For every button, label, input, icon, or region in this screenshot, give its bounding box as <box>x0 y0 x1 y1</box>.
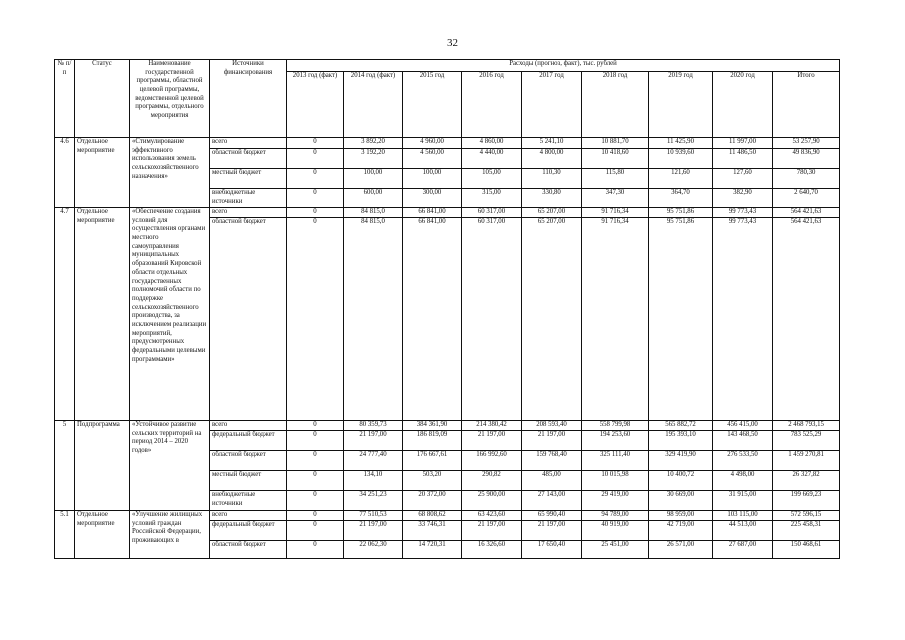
row-value: 0 <box>287 511 344 521</box>
budget-table <box>54 59 840 559</box>
row-value: 25 900,00 <box>462 491 522 511</box>
row-value: 347,30 <box>582 189 649 208</box>
table-row <box>55 208 840 218</box>
row-source: всего <box>210 138 287 149</box>
row-value: 14 720,31 <box>403 541 462 559</box>
row-source: внебюджетные источники <box>210 491 287 511</box>
row-value: 100,00 <box>403 169 462 189</box>
row-value: 330,80 <box>522 189 582 208</box>
row-source: местный бюджет <box>210 169 287 189</box>
row-value: 91 716,34 <box>582 208 649 218</box>
row-value: 0 <box>287 149 344 169</box>
header-year: 2014 год (факт) <box>344 72 403 138</box>
row-value: 0 <box>287 189 344 208</box>
table-row <box>55 421 840 431</box>
row-value: 565 882,72 <box>649 421 713 431</box>
row-value: 325 111,40 <box>582 451 649 471</box>
row-name: «Устойчивое развитие сельских территорий на период 2014 – 2020 годов» <box>130 421 210 511</box>
row-value: 94 789,00 <box>582 511 649 521</box>
row-value: 558 799,98 <box>582 421 649 431</box>
row-value: 21 197,00 <box>522 521 582 541</box>
row-value: 68 808,62 <box>403 511 462 521</box>
row-value: 24 777,40 <box>344 451 403 471</box>
row-total: 780,30 <box>773 169 840 189</box>
row-value: 10 881,70 <box>582 138 649 149</box>
row-value: 186 819,09 <box>403 431 462 451</box>
row-value: 290,82 <box>462 471 522 491</box>
row-value: 382,90 <box>713 189 773 208</box>
row-value: 4 560,00 <box>403 149 462 169</box>
row-value: 16 326,60 <box>462 541 522 559</box>
row-value: 44 513,00 <box>713 521 773 541</box>
row-value: 26 571,00 <box>649 541 713 559</box>
header-number: № п/п <box>55 60 75 138</box>
row-value: 27 687,00 <box>713 541 773 559</box>
row-source: федеральный бюджет <box>210 431 287 451</box>
table-header <box>55 60 840 138</box>
row-value: 34 251,23 <box>344 491 403 511</box>
row-number: 5.1 <box>55 511 75 559</box>
row-value: 99 773,43 <box>713 218 773 421</box>
row-source: областной бюджет <box>210 149 287 169</box>
row-name: «Обеспечение создания условий для осуществления органами местного самоуправления муниципальных образований Кировской области отдельных государственных полномочий области по поддержке сельскохозяйственного производства, за исключением реализации мероприятий, предусмотренных федеральными целевыми программами» <box>130 208 210 421</box>
header-year: 2017 год <box>522 72 582 138</box>
row-name: «Стимулирование эффективного использования земель сельскохозяйственного назначения» <box>130 138 210 208</box>
row-value: 194 253,60 <box>582 431 649 451</box>
row-total: 26 327,82 <box>773 471 840 491</box>
row-value: 84 815,0 <box>344 208 403 218</box>
table-body <box>55 138 840 559</box>
row-value: 10 939,60 <box>649 149 713 169</box>
row-value: 4 440,00 <box>462 149 522 169</box>
row-value: 134,10 <box>344 471 403 491</box>
row-value: 105,00 <box>462 169 522 189</box>
row-value: 3 892,20 <box>344 138 403 149</box>
row-source: областной бюджет <box>210 451 287 471</box>
row-value: 21 197,00 <box>344 431 403 451</box>
header-year: 2015 год <box>403 72 462 138</box>
row-value: 10 418,60 <box>582 149 649 169</box>
header-year: 2018 год <box>582 72 649 138</box>
row-value: 329 419,90 <box>649 451 713 471</box>
row-value: 384 361,90 <box>403 421 462 431</box>
row-status: Отдельное мероприятие <box>75 208 130 421</box>
row-total: 150 468,61 <box>773 541 840 559</box>
row-value: 127,60 <box>713 169 773 189</box>
row-value: 42 719,00 <box>649 521 713 541</box>
row-value: 4 860,00 <box>462 138 522 149</box>
row-total: 564 421,63 <box>773 208 840 218</box>
row-value: 503,20 <box>403 471 462 491</box>
row-value: 214 380,42 <box>462 421 522 431</box>
row-value: 22 062,30 <box>344 541 403 559</box>
row-value: 485,00 <box>522 471 582 491</box>
header-expenses: Расходы (прогноз, факт), тыс. рублей <box>287 60 840 72</box>
row-value: 166 992,60 <box>462 451 522 471</box>
row-value: 95 751,86 <box>649 208 713 218</box>
header-year: 2013 год (факт) <box>287 72 344 138</box>
row-value: 0 <box>287 451 344 471</box>
row-value: 0 <box>287 421 344 431</box>
row-value: 195 393,10 <box>649 431 713 451</box>
row-number: 4.7 <box>55 208 75 421</box>
row-value: 0 <box>287 541 344 559</box>
row-total: 783 525,29 <box>773 431 840 451</box>
row-value: 20 372,00 <box>403 491 462 511</box>
row-value: 40 919,00 <box>582 521 649 541</box>
row-value: 121,60 <box>649 169 713 189</box>
row-value: 65 207,00 <box>522 218 582 421</box>
row-value: 21 197,00 <box>462 521 522 541</box>
row-value: 0 <box>287 138 344 149</box>
row-source: всего <box>210 511 287 521</box>
row-value: 66 841,00 <box>403 218 462 421</box>
row-value: 11 997,00 <box>713 138 773 149</box>
row-value: 98 959,00 <box>649 511 713 521</box>
row-value: 95 751,86 <box>649 218 713 421</box>
row-total: 2 468 793,15 <box>773 421 840 431</box>
row-total: 564 421,63 <box>773 218 840 421</box>
row-value: 65 207,00 <box>522 208 582 218</box>
row-value: 27 143,00 <box>522 491 582 511</box>
row-source: внебюджетные источники <box>210 189 287 208</box>
row-value: 208 593,40 <box>522 421 582 431</box>
header-year: 2019 год <box>649 72 713 138</box>
row-source: всего <box>210 208 287 218</box>
row-value: 0 <box>287 521 344 541</box>
row-value: 33 746,31 <box>403 521 462 541</box>
row-value: 176 667,61 <box>403 451 462 471</box>
row-source: областной бюджет <box>210 541 287 559</box>
row-value: 456 415,00 <box>713 421 773 431</box>
row-value: 65 990,40 <box>522 511 582 521</box>
row-value: 115,80 <box>582 169 649 189</box>
row-value: 4 498,00 <box>713 471 773 491</box>
row-value: 17 650,40 <box>522 541 582 559</box>
row-value: 80 359,73 <box>344 421 403 431</box>
row-value: 300,00 <box>403 189 462 208</box>
row-value: 21 197,00 <box>344 521 403 541</box>
row-value: 4 800,00 <box>522 149 582 169</box>
row-value: 11 425,90 <box>649 138 713 149</box>
row-total: 2 640,70 <box>773 189 840 208</box>
row-value: 143 468,50 <box>713 431 773 451</box>
row-value: 21 197,00 <box>462 431 522 451</box>
row-value: 30 669,00 <box>649 491 713 511</box>
row-value: 10 400,72 <box>649 471 713 491</box>
row-value: 600,00 <box>344 189 403 208</box>
row-total: 53 257,90 <box>773 138 840 149</box>
row-value: 276 533,50 <box>713 451 773 471</box>
row-value: 0 <box>287 218 344 421</box>
row-total: 225 458,31 <box>773 521 840 541</box>
row-value: 60 317,00 <box>462 208 522 218</box>
row-value: 0 <box>287 169 344 189</box>
row-value: 103 115,00 <box>713 511 773 521</box>
header-total: Итого <box>773 72 840 138</box>
header-status: Статус <box>75 60 130 138</box>
row-status: Отдельное мероприятие <box>75 511 130 559</box>
row-value: 10 015,98 <box>582 471 649 491</box>
row-value: 5 241,10 <box>522 138 582 149</box>
row-total: 1 459 270,81 <box>773 451 840 471</box>
row-total: 199 669,23 <box>773 491 840 511</box>
row-value: 99 773,43 <box>713 208 773 218</box>
row-source: областной бюджет <box>210 218 287 421</box>
row-value: 77 510,53 <box>344 511 403 521</box>
row-value: 315,00 <box>462 189 522 208</box>
row-status: Подпрограмма <box>75 421 130 511</box>
row-value: 0 <box>287 208 344 218</box>
header-name: Наименование государственной программы, областной целевой программы, ведомственной целевой программы, отдельного мероприятия <box>130 60 210 138</box>
row-value: 84 815,0 <box>344 218 403 421</box>
row-value: 159 768,40 <box>522 451 582 471</box>
row-value: 3 192,20 <box>344 149 403 169</box>
row-value: 364,70 <box>649 189 713 208</box>
row-value: 0 <box>287 471 344 491</box>
header-sources: Источники финансирования <box>210 60 287 138</box>
row-source: местный бюджет <box>210 471 287 491</box>
header-year: 2020 год <box>713 72 773 138</box>
row-status: Отдельное мероприятие <box>75 138 130 208</box>
row-value: 66 841,00 <box>403 208 462 218</box>
row-value: 110,30 <box>522 169 582 189</box>
table-row <box>55 511 840 521</box>
page-number: 32 <box>447 37 458 49</box>
row-number: 5 <box>55 421 75 511</box>
row-source: всего <box>210 421 287 431</box>
row-value: 29 419,00 <box>582 491 649 511</box>
row-value: 100,00 <box>344 169 403 189</box>
row-value: 91 716,34 <box>582 218 649 421</box>
row-total: 49 836,90 <box>773 149 840 169</box>
row-value: 25 451,00 <box>582 541 649 559</box>
row-value: 0 <box>287 431 344 451</box>
row-value: 31 915,00 <box>713 491 773 511</box>
row-value: 0 <box>287 491 344 511</box>
row-value: 11 486,50 <box>713 149 773 169</box>
row-value: 4 960,00 <box>403 138 462 149</box>
header-year: 2016 год <box>462 72 522 138</box>
row-value: 60 317,00 <box>462 218 522 421</box>
row-number: 4.6 <box>55 138 75 208</box>
row-value: 63 423,60 <box>462 511 522 521</box>
row-value: 21 197,00 <box>522 431 582 451</box>
row-name: «Улучшение жилищных условий граждан Российской Федерации, проживающих в <box>130 511 210 559</box>
row-source: федеральный бюджет <box>210 521 287 541</box>
table-row <box>55 138 840 149</box>
row-total: 572 596,15 <box>773 511 840 521</box>
